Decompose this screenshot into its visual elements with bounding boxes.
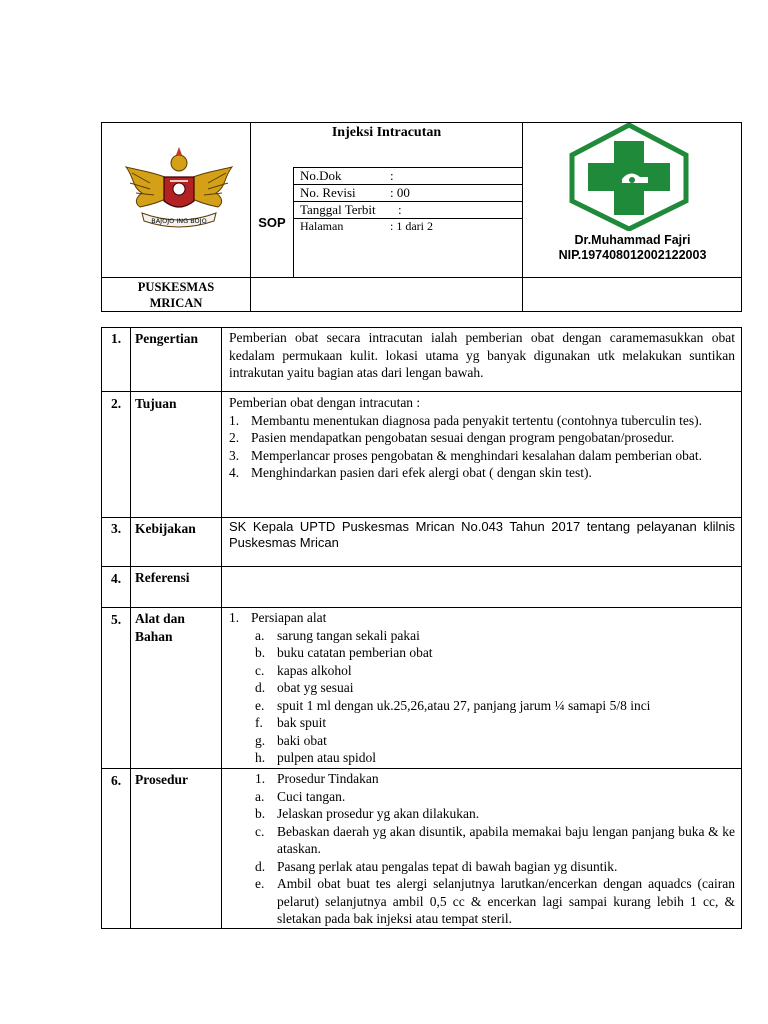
list-item: 4. Menghindarkan pasien dari efek alergi obat ( dengan skin test). xyxy=(229,465,592,480)
row-number: 1. xyxy=(110,331,122,346)
section-body-tujuan xyxy=(229,394,735,482)
row-number: 5. xyxy=(110,612,122,627)
section-label-prosedur: Prosedur xyxy=(135,772,188,787)
row-number: 3. xyxy=(110,521,122,536)
list-heading: 1. Prosedur Tindakan xyxy=(255,771,379,786)
divider xyxy=(102,277,250,278)
section-text-pengertian: Pemberian obat secara intracutan ialah pemberian obat dengan caramemasukkan obat kedalam permukaan kulit. lokasi utama yg banyak digunakan utk melakukan suntikan intrakutan yaitu bagian atas dari lengan bawah. xyxy=(229,330,735,380)
list-item: b. Jelaskan prosedur yg akan dilakukan. xyxy=(255,806,480,821)
divider xyxy=(102,607,741,608)
list-item: 2. Pasien mendapatkan pengobatan sesuai dengan program pengobatan/prosedur. xyxy=(229,430,675,445)
sop-content-table xyxy=(101,327,742,929)
list-item: d. Pasang perlak atau pengalas tepat di bawah bagian yg disuntik. xyxy=(255,858,618,874)
field-tanggal-terbit: Tanggal Terbit : xyxy=(300,202,402,217)
org-name: PUSKESMAS MRICAN xyxy=(137,280,215,310)
list-heading: 1. Persiapan alat xyxy=(229,610,327,625)
section-text-kebijakan: SK Kepala UPTD Puskesmas Mrican No.043 Tahun 2017 tentang pelayanan klilnis Puskesmas Mrican xyxy=(229,519,735,550)
field-halaman: Halaman : 1 dari 2 xyxy=(300,219,433,233)
list-item: c. kapas alkohol xyxy=(255,662,352,678)
divider xyxy=(221,328,222,928)
divider xyxy=(130,328,131,928)
divider xyxy=(522,123,523,311)
sop-header-table xyxy=(101,122,742,312)
row-number: 4. xyxy=(110,571,122,586)
list-item: d. obat yg sesuai xyxy=(255,680,354,695)
field-no-dok: No.Dok : xyxy=(300,168,394,183)
list-item: 1. Membantu menentukan diagnosa pada penyakit tertentu (contohnya tuberculin tes). xyxy=(229,412,702,428)
section-label-kebijakan: Kebijakan xyxy=(135,521,196,536)
list-item: g. baki obat xyxy=(255,732,327,748)
section-label-referensi: Referensi xyxy=(135,570,190,585)
divider xyxy=(102,391,741,392)
garuda-emblem-icon xyxy=(120,143,238,233)
tujuan-intro: Pemberian obat dengan intracutan : xyxy=(229,395,421,410)
list-item: e. spuit 1 ml dengan uk.25,26,atau 27, panjang jarum ¼ samapi 5/8 inci xyxy=(255,697,651,713)
green-cross-puskesmas-icon xyxy=(564,123,694,231)
sop-label: SOP xyxy=(258,215,286,230)
section-body-prosedur xyxy=(229,770,735,928)
list-item: e. Ambil obat buat tes alergi selanjutnya larutkan/encerkan dengan aquadcs (cairan pelarut) selanjutnya ambil 0,5 cc & encerkan lagi sampai kurang lebih 1 cc, & sletakan pada bak injeksi atau tempat steril. xyxy=(255,876,735,926)
svg-text:BAJOJO ING BOJO: BAJOJO ING BOJO xyxy=(151,217,207,225)
list-item: b. buku catatan pemberian obat xyxy=(255,645,433,660)
list-item: a. sarung tangan sekali pakai xyxy=(255,627,420,643)
list-item: h. pulpen atau spidol xyxy=(255,750,376,765)
field-no-revisi: No. Revisi : 00 xyxy=(300,185,410,200)
section-label-pengertian: Pengertian xyxy=(135,331,198,346)
section-label-alat-bahan: Alat dan Bahan xyxy=(135,611,185,644)
divider xyxy=(102,566,741,567)
list-item: a. Cuci tangan. xyxy=(255,788,346,804)
list-item: c. Bebaskan daerah yg akan disuntik, apabila memakai baju lengan panjang buka & ke ataskan. xyxy=(255,823,735,856)
divider xyxy=(102,768,741,769)
signatory-nip: NIP.197408012002122003 xyxy=(558,248,707,262)
divider xyxy=(102,517,741,518)
divider xyxy=(250,277,742,278)
section-label-tujuan: Tujuan xyxy=(135,396,177,411)
row-number: 6. xyxy=(110,773,122,788)
list-item: 3. Memperlancar proses pengobatan & menghindari kesalahan dalam pemberian obat. xyxy=(229,447,702,463)
signatory-block xyxy=(523,233,742,263)
list-item: f. bak spuit xyxy=(255,715,327,730)
document-title: Injeksi Intracutan xyxy=(331,125,442,140)
section-body-alat-bahan xyxy=(229,609,735,767)
signatory-name: Dr.Muhammad Fajri xyxy=(574,233,691,247)
row-number: 2. xyxy=(110,396,122,411)
